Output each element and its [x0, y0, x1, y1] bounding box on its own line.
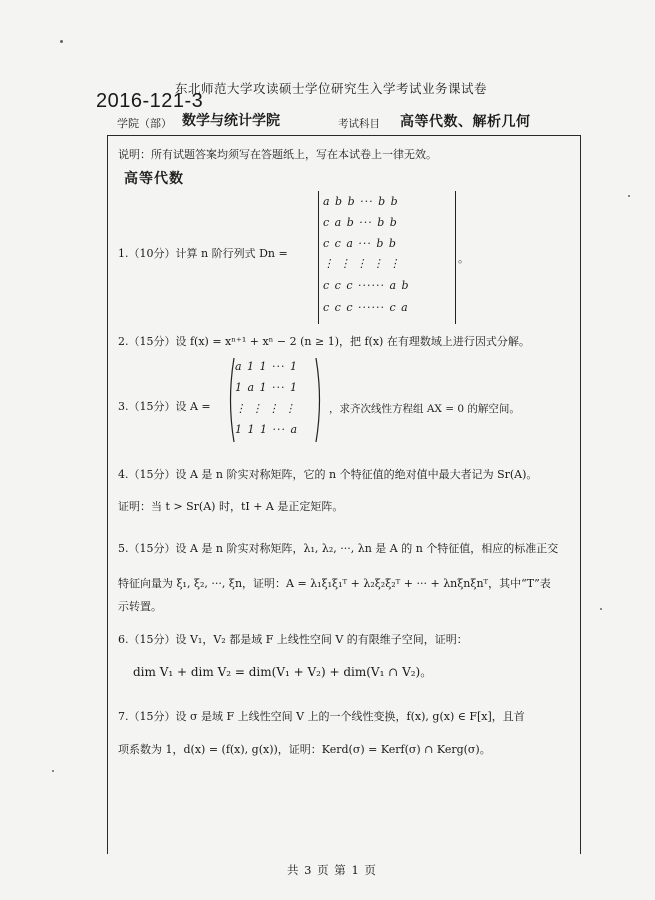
instructions-note: 说明：所有试题答案均须写在答题纸上，写在本试卷上一律无效。 — [118, 148, 437, 161]
question-6-formula: dim V₁ + dim V₂ = dim(V₁ + V₂) + dim(V₁ ∩ V₂)。 — [133, 665, 433, 679]
college-label: 学院（部） — [117, 117, 172, 130]
question-4-line-2: 证明：当 t > Sr(A) 时，tI + A 是正定矩阵。 — [118, 500, 344, 513]
determinant-row: c c a ··· b b — [323, 237, 397, 250]
question-7-line-1: 7.（15分）设 σ 是域 F 上线性空间 V 上的一个线性变换，f(x), g(x) ∈ F[x]，且首 — [118, 710, 525, 723]
matrix-row: 1 a 1 ··· 1 — [235, 381, 299, 394]
exam-code: 2016-121-3 — [96, 90, 204, 112]
matrix-row: ⋮ ⋮ ⋮ ⋮ — [235, 402, 297, 415]
determinant-row: c a b ··· b b — [323, 216, 398, 229]
college-name: 数学与统计学院 — [182, 113, 280, 129]
scan-speck — [60, 40, 63, 43]
scan-speck — [52, 770, 54, 772]
question-5-line-1: 5.（15分）设 A 是 n 阶实对称矩阵，λ₁, λ₂, ···, λn 是 A 的 n 个特征值，相应的标准正交 — [118, 542, 559, 555]
question-5-line-2: 特征向量为 ξ₁, ξ₂, ···, ξn，证明：A = λ₁ξ₁ξ₁ᵀ + λ₂ξ₂ξ₂ᵀ + ··· + λnξnξnᵀ，其中“T”表 — [118, 577, 551, 590]
section-title: 高等代数 — [124, 171, 184, 187]
question-7-line-2: 项系数为 1，d(x) = (f(x), g(x))，证明：Kerd(σ) = Kerf(σ) ∩ Kerg(σ)。 — [118, 743, 491, 756]
scan-speck — [600, 608, 602, 610]
subject-label: 考试科目 — [338, 118, 380, 130]
scan-speck — [628, 195, 630, 197]
subject-name: 高等代数、解析几何 — [400, 114, 531, 130]
question-6-line-1: 6.（15分）设 V₁，V₂ 都是域 F 上线性空间 V 的有限维子空间，证明： — [118, 633, 468, 646]
question-5-line-3: 示转置。 — [118, 600, 162, 613]
question-1-end: 。 — [458, 252, 469, 265]
determinant-row: ⋮ ⋮ ⋮ ⋮ ⋮ — [323, 257, 401, 270]
determinant-row: c c c ······ c a — [323, 301, 409, 314]
page-footer: 共 3 页 第 1 页 — [287, 863, 377, 877]
question-1-text: 1.（10分）计算 n 阶行列式 Dn = — [118, 247, 288, 260]
question-2-text: 2.（15分）设 f(x) = xⁿ⁺¹ + xⁿ − 2 (n ≥ 1)，把 f(x) 在有理数域上进行因式分解。 — [118, 335, 530, 348]
determinant-row: a b b ··· b b — [323, 195, 399, 208]
matrix-row: a 1 1 ··· 1 — [235, 360, 299, 373]
matrix-row: 1 1 1 ··· a — [235, 423, 299, 436]
question-3-tail: ，求齐次线性方程组 AX = 0 的解空间。 — [329, 403, 520, 415]
question-4-line-1: 4.（15分）设 A 是 n 阶实对称矩阵，它的 n 个特征值的绝对值中最大者记为 Sr(A)。 — [118, 468, 538, 481]
exam-header-title: 东北师范大学攻读硕士学位研究生入学考试业务课试卷 — [175, 81, 488, 96]
question-3-matrix — [226, 356, 324, 444]
question-1-determinant — [318, 191, 456, 324]
question-3-text: 3.（15分）设 A = — [118, 400, 211, 413]
determinant-row: c c c ······ a b — [323, 279, 410, 292]
